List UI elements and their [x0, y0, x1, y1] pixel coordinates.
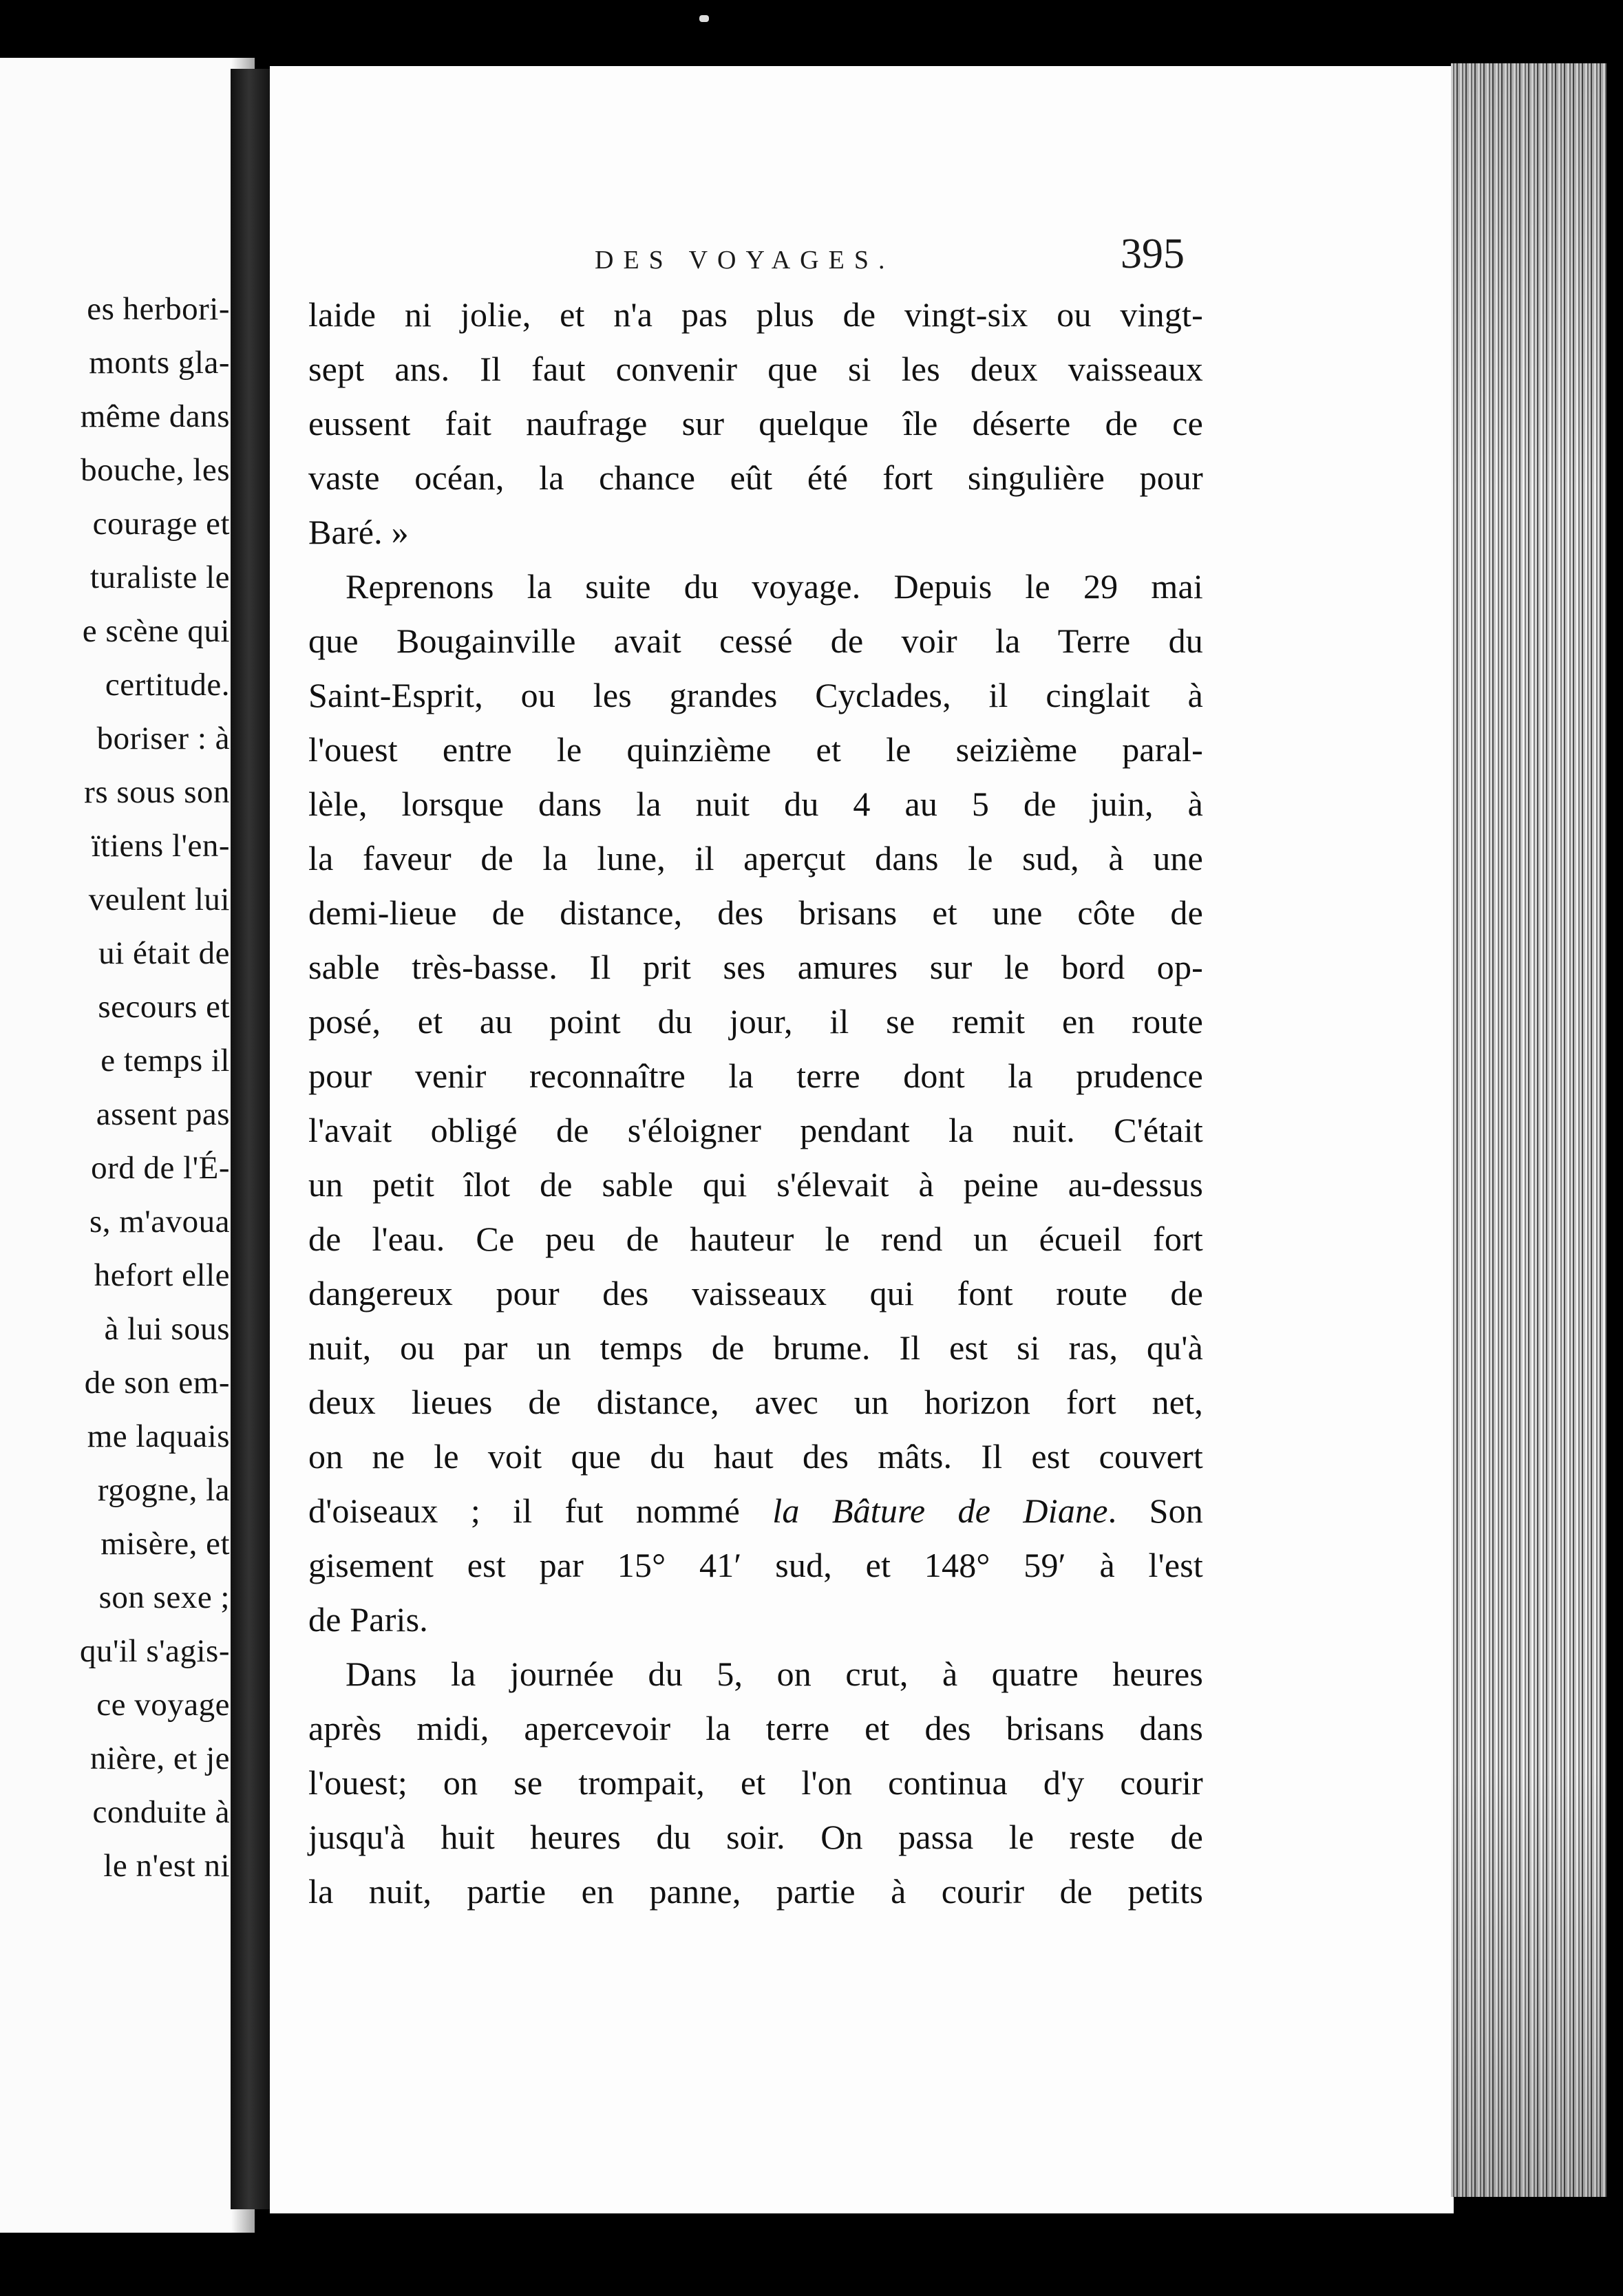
running-head: DES VOYAGES.	[595, 246, 895, 275]
left-page-line: rgogne, la	[97, 1472, 230, 1508]
text-line: sable très-basse. Il prit ses amures sur le bord op-	[308, 948, 1203, 986]
text-line: on ne le voit que du haut des mâts. Il est couvert	[308, 1437, 1203, 1476]
left-page-line: turaliste le	[89, 560, 230, 595]
left-page-line: nière, et je	[89, 1741, 230, 1776]
text-line: après midi, apercevoir la terre et des brisans dans	[308, 1709, 1203, 1747]
text-line: la faveur de la lune, il aperçut dans le sud, à une	[308, 839, 1203, 878]
text-line: Saint-Esprit, ou les grandes Cyclades, il cinglait à	[308, 676, 1203, 714]
text-line: laide ni jolie, et n'a pas plus de vingt-six ou vingt-	[308, 295, 1203, 334]
text-line: jusqu'à huit heures du soir. On passa le reste de	[308, 1818, 1203, 1856]
left-page-line: ord de l'É-	[91, 1150, 230, 1186]
left-page-line: es herbori-	[87, 291, 230, 327]
left-page-line: conduite à	[92, 1794, 230, 1830]
text-line-with-italic	[308, 1484, 1203, 1538]
left-page-line: assent pas	[96, 1096, 230, 1132]
left-page-line: bouche, les	[81, 452, 230, 488]
left-page-line: ïtiens l'en-	[91, 828, 230, 864]
left-page-line: son sexe ;	[98, 1580, 230, 1615]
left-page-line: e temps il	[100, 1043, 230, 1078]
paragraph-start-line: Dans la journée du 5, on crut, à quatre heures	[346, 1655, 1203, 1693]
left-page-line: de son em-	[84, 1365, 230, 1401]
text-line: l'ouest; on se trompait, et l'on continua d'y courir	[308, 1763, 1203, 1802]
left-page-line: rs sous son	[84, 774, 230, 810]
text-line: nuit, ou par un temps de brume. Il est si ras, qu'à	[308, 1328, 1203, 1367]
left-page-line: monts gla-	[89, 345, 230, 381]
left-page-line: veulent lui	[88, 882, 230, 917]
left-page-line: s, m'avoua	[89, 1204, 230, 1240]
text-line: dangereux pour des vaisseaux qui font route de	[308, 1274, 1203, 1312]
left-page-line: me laquais	[87, 1418, 230, 1454]
text-line: que Bougainville avait cessé de voir la Terre du	[308, 621, 1203, 660]
left-facing-page	[0, 58, 255, 2233]
text-line: lèle, lorsque dans la nuit du 4 au 5 de juin, à	[308, 785, 1203, 823]
page-number: 395	[1121, 231, 1185, 277]
text-line: posé, et au point du jour, il se remit en route	[308, 1002, 1203, 1041]
left-page-line: secours et	[98, 989, 230, 1025]
left-page-line: boriser : à	[96, 721, 230, 756]
text-line: l'ouest entre le quinzième et le seizième paral-	[308, 730, 1203, 769]
text-line: de l'eau. Ce peu de hauteur le rend un écueil fort	[308, 1220, 1203, 1258]
text-line: la nuit, partie en panne, partie à courir de petits	[308, 1872, 1203, 1911]
text-line: l'avait obligé de s'éloigner pendant la nuit. C'était	[308, 1111, 1203, 1149]
paragraph-start-line: Reprenons la suite du voyage. Depuis le 29 mai	[346, 567, 1203, 606]
text-line: sept ans. Il faut convenir que si les deux vaisseaux	[308, 350, 1203, 388]
text-line: deux lieues de distance, avec un horizon fort net,	[308, 1383, 1203, 1421]
text-line: pour venir reconnaître la terre dont la prudence	[308, 1056, 1203, 1095]
left-page-line: misère, et	[100, 1526, 230, 1562]
text-segment: d'oiseaux ; il fut nommé	[308, 1491, 773, 1530]
italic-place-name: la Bâture de Diane	[772, 1491, 1108, 1530]
left-page-line: à lui sous	[104, 1311, 230, 1347]
text-line: vaste océan, la chance eût été fort singulière pour	[308, 458, 1203, 497]
left-page-line: ce voyage	[96, 1687, 230, 1723]
body-text	[308, 288, 1203, 1919]
text-line: eussent fait naufrage sur quelque île déserte de ce	[308, 404, 1203, 443]
left-page-line: même dans	[80, 398, 230, 434]
page-edges	[1451, 63, 1606, 2197]
left-page-line: qu'il s'agis-	[80, 1633, 230, 1669]
left-page-line: courage et	[92, 506, 230, 542]
text-line: Baré. »	[308, 513, 409, 551]
text-line: demi-lieue de distance, des brisans et une côte de	[308, 893, 1203, 932]
text-line: gisement est par 15° 41′ sud, et 148° 59′ à l'est	[308, 1546, 1203, 1584]
text-line: un petit îlot de sable qui s'élevait à peine au-dessus	[308, 1165, 1203, 1204]
left-page-line: le n'est ni	[103, 1848, 230, 1884]
book-gutter	[231, 69, 272, 2209]
left-page-line: certitude.	[105, 667, 230, 703]
text-segment: . Son	[1107, 1491, 1204, 1530]
left-page-line: ui était de	[98, 935, 230, 971]
scan-speck	[699, 15, 709, 22]
left-page-line: e scène qui	[82, 613, 230, 649]
left-page-line: hefort elle	[94, 1257, 230, 1293]
text-line: de Paris.	[308, 1600, 428, 1639]
